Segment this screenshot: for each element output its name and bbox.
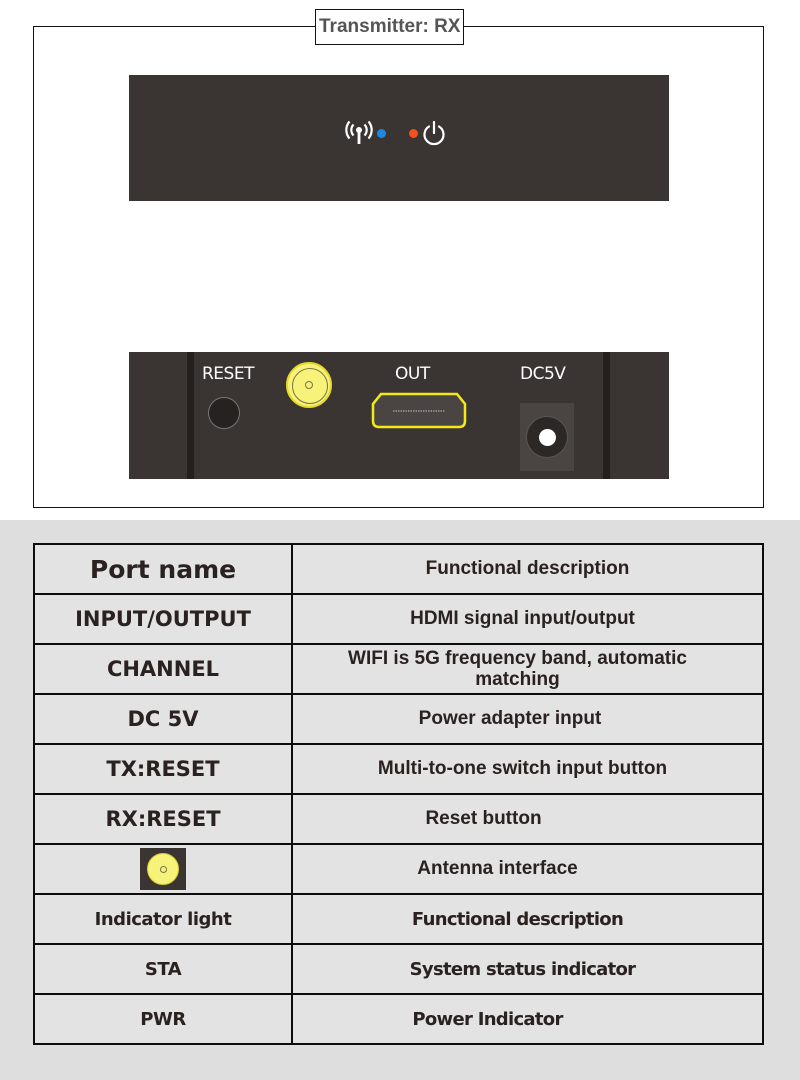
indicator-group [345, 119, 455, 147]
back-panel [129, 352, 669, 479]
header-indicator-light: Indicator light [34, 894, 292, 944]
diagram-title: Transmitter: RX [315, 9, 464, 45]
table-row [34, 594, 763, 644]
description-text: Power adapter input [418, 708, 602, 729]
header-port-name: Port name [34, 544, 292, 594]
description-text: HDMI signal input/output [410, 608, 635, 629]
table-row [34, 844, 763, 894]
description-text: Antenna interface [417, 858, 578, 879]
hdmi-port-icon [371, 392, 467, 429]
pwr-led [409, 129, 418, 138]
panel-divider [187, 352, 194, 479]
reset-label: RESET [202, 364, 254, 384]
description-cell [292, 844, 763, 894]
port-name-cell: TX:RESET [34, 744, 292, 794]
table-row [34, 744, 763, 794]
antenna-connector-icon [140, 848, 186, 890]
description-text: Power Indicator [412, 1008, 563, 1030]
table-row [34, 994, 763, 1044]
indicator-name-cell: STA [34, 944, 292, 994]
hdmi-out-label: OUT [395, 364, 430, 384]
port-name-cell [34, 844, 292, 894]
description-text [348, 648, 687, 690]
table-row [34, 944, 763, 994]
antenna-connector-icon [286, 362, 332, 408]
spec-table-section [0, 520, 800, 1080]
port-name-cell: INPUT/OUTPUT [34, 594, 292, 644]
description-cell [292, 994, 763, 1044]
port-name-cell: DC 5V [34, 694, 292, 744]
description-cell [292, 694, 763, 744]
description-cell [292, 594, 763, 644]
power-icon [421, 120, 447, 146]
indicator-header-row [34, 894, 763, 944]
description-cell [292, 944, 763, 994]
description-text: Multi-to-one switch input button [377, 758, 668, 779]
description-text: Reset button [425, 808, 542, 829]
description-cell [292, 644, 763, 694]
description-cell [292, 744, 763, 794]
description-line: matching [475, 668, 560, 690]
table-row [34, 644, 763, 694]
spec-table [33, 543, 764, 1045]
description-line: WIFI is 5G frequency band, automatic [348, 647, 687, 669]
indicator-name-cell: PWR [34, 994, 292, 1044]
header-functional-description [292, 894, 763, 944]
antenna-pin [305, 381, 313, 389]
table-header-row [34, 544, 763, 594]
description-cell [292, 794, 763, 844]
port-name-cell: RX:RESET [34, 794, 292, 844]
dc-jack [520, 403, 574, 471]
dc-jack-ring [526, 416, 568, 458]
table-row [34, 694, 763, 744]
header-functional-description: Functional description [292, 544, 763, 594]
table-row [34, 794, 763, 844]
dc-jack-pin [539, 429, 556, 446]
description-text: System status indicator [409, 958, 636, 980]
antenna-disc [147, 853, 179, 885]
description-text: Functional description [411, 908, 624, 930]
sta-led [377, 129, 386, 138]
panel-divider [603, 352, 610, 479]
dc5v-label: DC5V [520, 364, 566, 384]
wifi-signal-icon [345, 119, 373, 147]
front-panel [129, 75, 669, 201]
reset-button [208, 397, 240, 429]
port-name-cell: CHANNEL [34, 644, 292, 694]
